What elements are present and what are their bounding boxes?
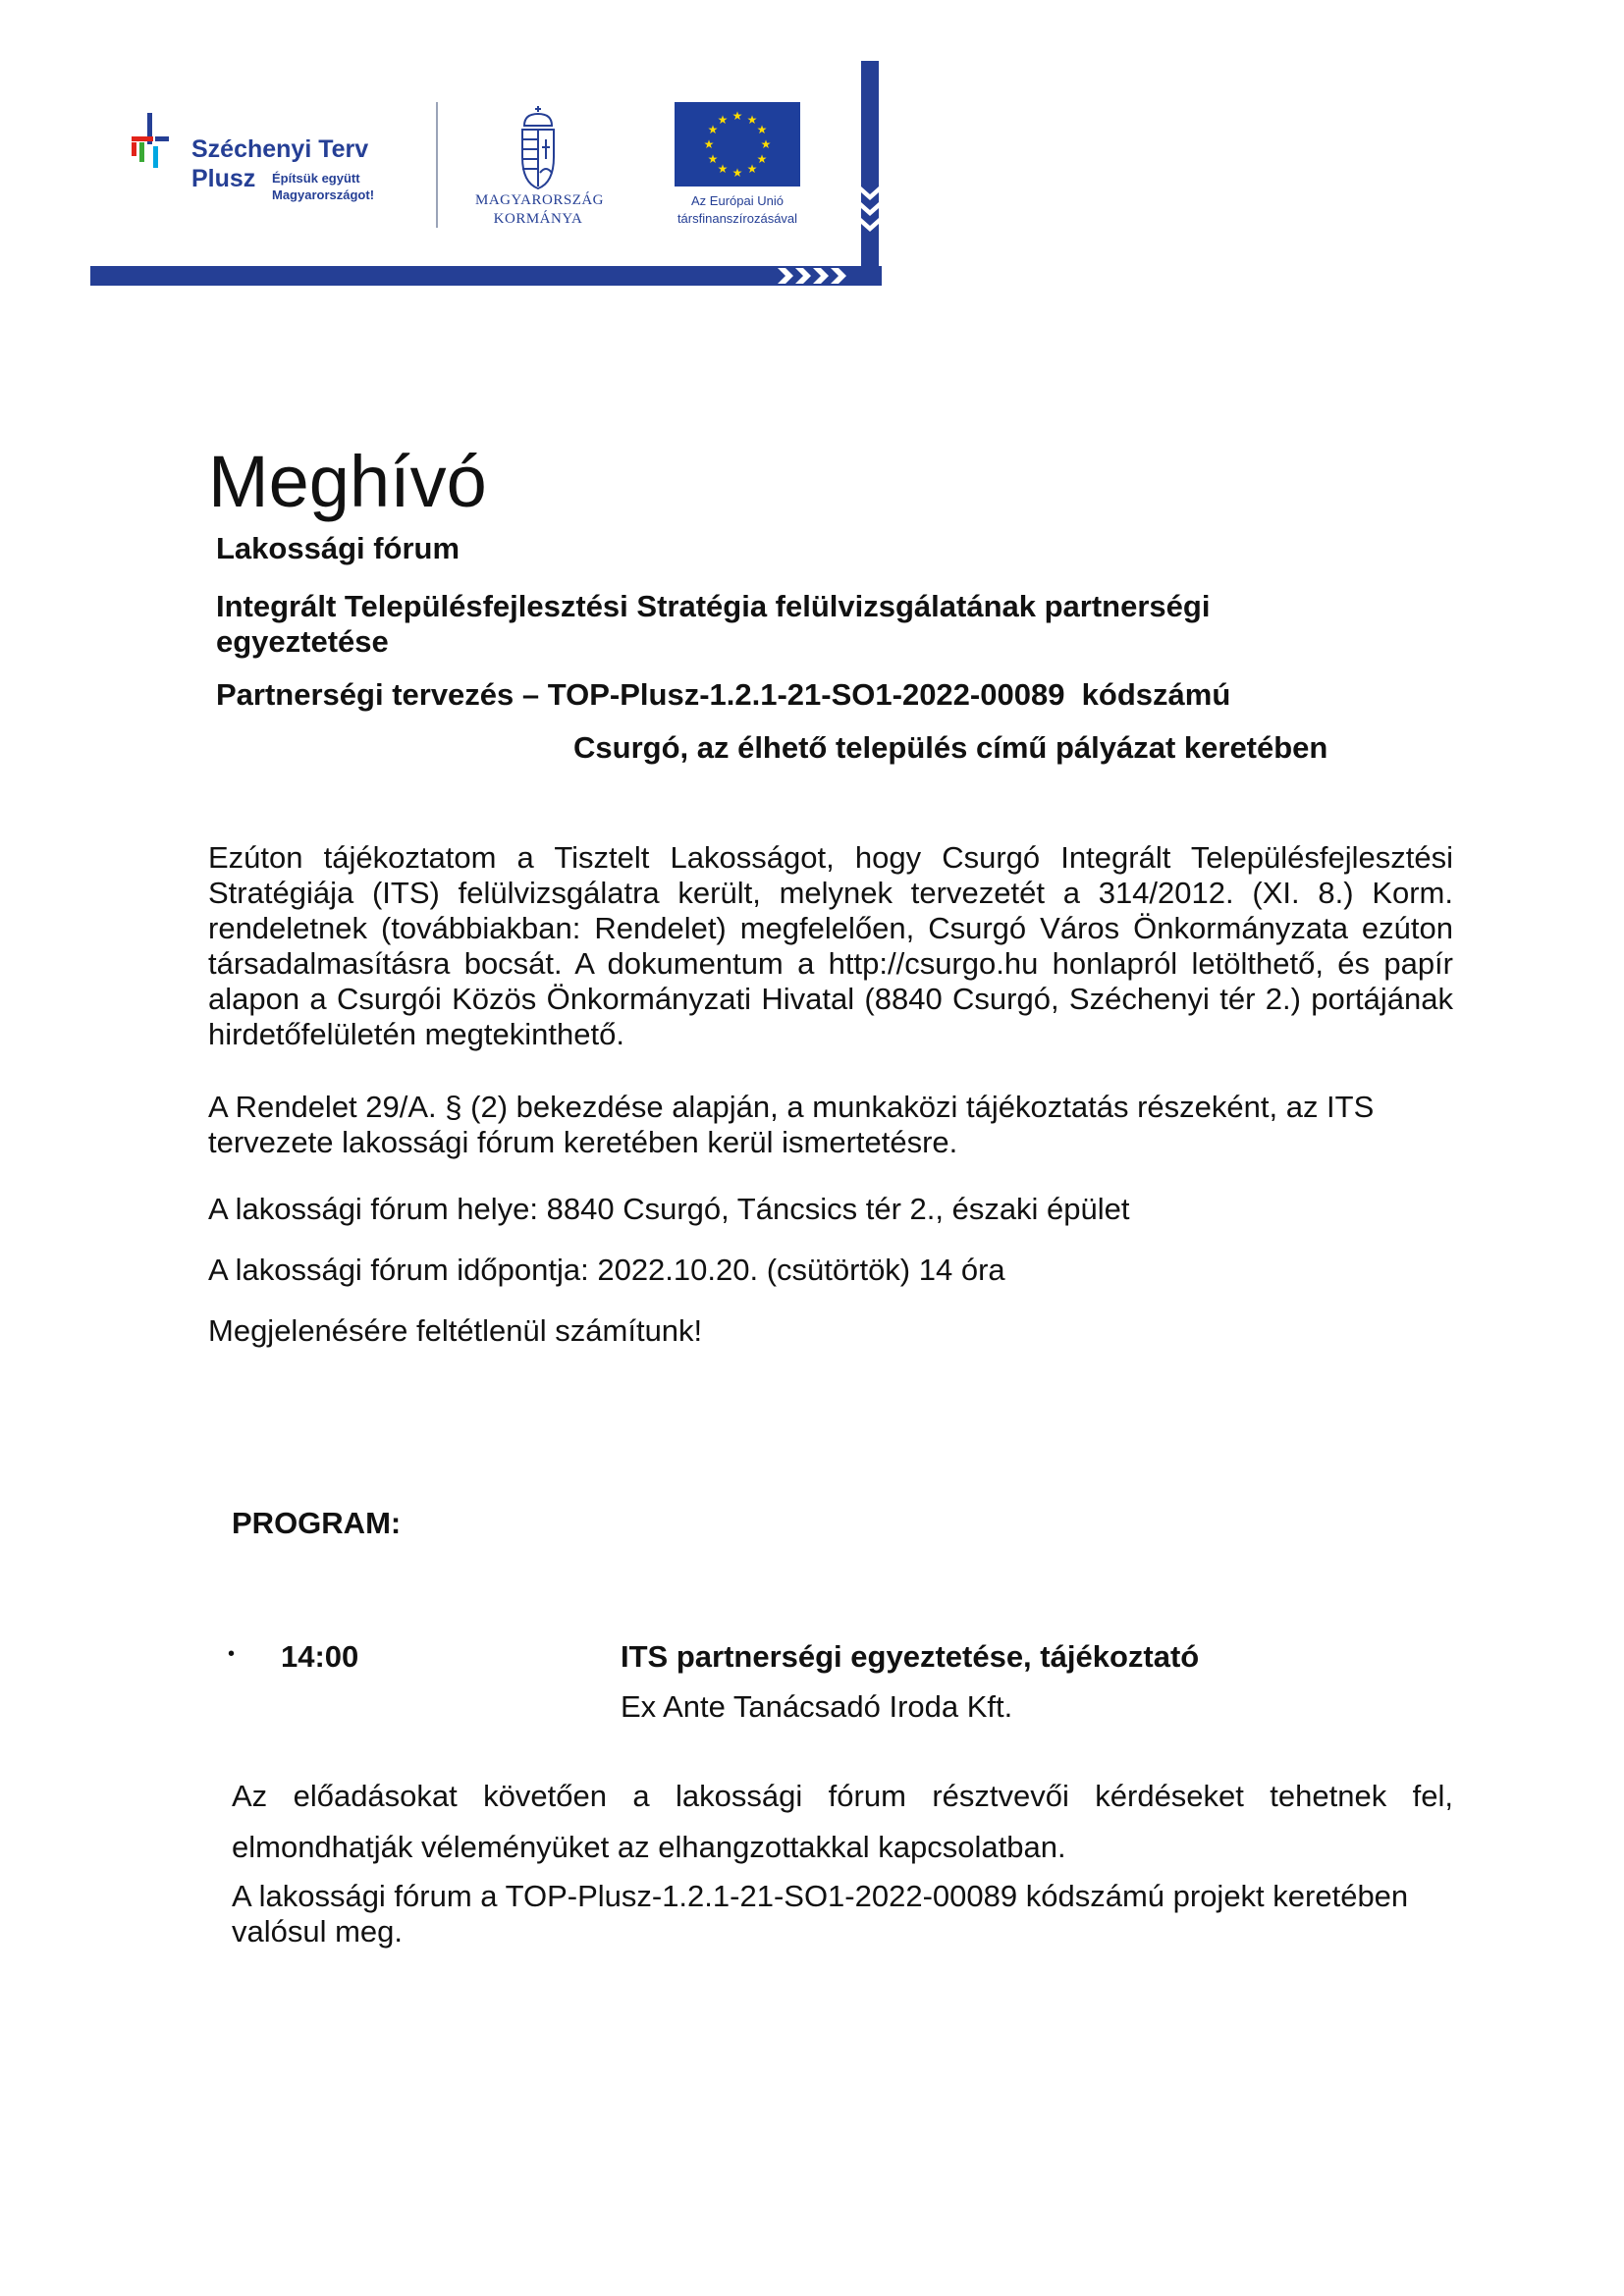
page-title: Meghívó: [208, 441, 487, 522]
svg-text:★: ★: [760, 137, 772, 151]
coat-of-arms-icon: [516, 104, 560, 190]
banner-horizontal-bar: [90, 266, 882, 286]
szechenyi-cross-logo-icon: [132, 113, 169, 172]
paragraph-datetime: A lakossági fórum időpontja: 2022.10.20. (csütörtök) 14 óra: [208, 1253, 1005, 1287]
logo-divider: [436, 102, 438, 228]
svg-text:★: ★: [717, 162, 729, 176]
heading-its: Integrált Településfejlesztési Stratégia felülvizsgálatának partnerségi egyeztetése: [216, 589, 1211, 659]
svg-text:★: ★: [707, 152, 719, 166]
paragraph-location: A lakossági fórum helye: 8840 Csurgó, Táncsics tér 2., északi épület: [208, 1192, 1130, 1226]
logo-banner: [90, 61, 882, 289]
chevron-right-icon: [778, 268, 856, 284]
banner-vertical-bar: [861, 61, 879, 286]
heading-project-code: Partnerségi tervezés – TOP-Plusz-1.2.1-21-SO1-2022-00089 kódszámú: [216, 677, 1231, 712]
szechenyi-tagline: Építsük együtt Magyarországot!: [272, 171, 375, 202]
paragraph-project-note: A lakossági fórum a TOP-Plusz-1.2.1-21-SO1-2022-00089 kódszámú projekt keretében valósul meg.: [232, 1879, 1409, 1949]
svg-text:★: ★: [703, 137, 715, 151]
svg-text:★: ★: [717, 113, 729, 127]
subtitle: Lakossági fórum: [216, 531, 460, 565]
svg-text:★: ★: [731, 109, 743, 123]
chevron-down-icon: [859, 187, 881, 249]
eu-flag: [675, 102, 800, 187]
heading-project-title: Csurgó, az élhető település című pályázat keretében: [573, 730, 1328, 765]
paragraph-regulation: A Rendelet 29/A. § (2) bekezdése alapján, a munkaközi tájékoztatás részeként, az ITS tervezete lakossági fórum keretében kerül ismertetésre.: [208, 1090, 1375, 1159]
svg-text:★: ★: [746, 113, 758, 127]
szechenyi-plusz: Plusz: [191, 165, 256, 192]
svg-text:★: ★: [756, 123, 768, 136]
svg-text:★: ★: [731, 166, 743, 180]
program-title: ITS partnerségi egyeztetése, tájékoztató: [621, 1639, 1200, 1674]
svg-text:★: ★: [746, 162, 758, 176]
program-label: PROGRAM:: [232, 1506, 402, 1540]
paragraph-intro: Ezúton tájékoztatom a Tisztelt Lakosságot, hogy Csurgó Integrált Településfejlesztési Stratégiája (ITS) felülvizsgálatra került, melynek tervezetét a 314/2012. (XI. 8.) Korm. rendeletnek (továbbiakban: Rendelet) megfelelően, Csurgó Város Önkormányzata ezúton társadalmasításra bocsát. A dokumentum a http://csurgo.hu honlapról letölthető, és papír alapon a Csurgói Közös Önkormányzati Hivatal (8840 Csurgó, Széchenyi tér 2.) portájának hirdetőfelületén megtekinthető.: [208, 840, 1453, 1051]
eu-stars-icon: [675, 102, 800, 187]
svg-text:★: ★: [707, 123, 719, 136]
paragraph-questions: Az előadásokat követően a lakossági fórum résztvevői kérdéseket tehetnek fel, elmondhatják véleményüket az elhangzottakkal kapcsolatban.: [232, 1779, 1453, 1864]
paragraph-closing: Megjelenésére feltétlenül számítunk!: [208, 1313, 703, 1348]
svg-text:★: ★: [756, 152, 768, 166]
szechenyi-title: Széchenyi Terv: [191, 135, 369, 163]
eu-cofinancing-label: Az Európai Unió társfinanszírozásával: [677, 193, 798, 226]
government-label: MAGYARORSZÁG KORMÁNYA: [475, 192, 605, 227]
program-time: 14:00: [281, 1639, 359, 1674]
program-presenter: Ex Ante Tanácsadó Iroda Kft.: [621, 1689, 1013, 1724]
bullet-icon: •: [228, 1643, 236, 1665]
